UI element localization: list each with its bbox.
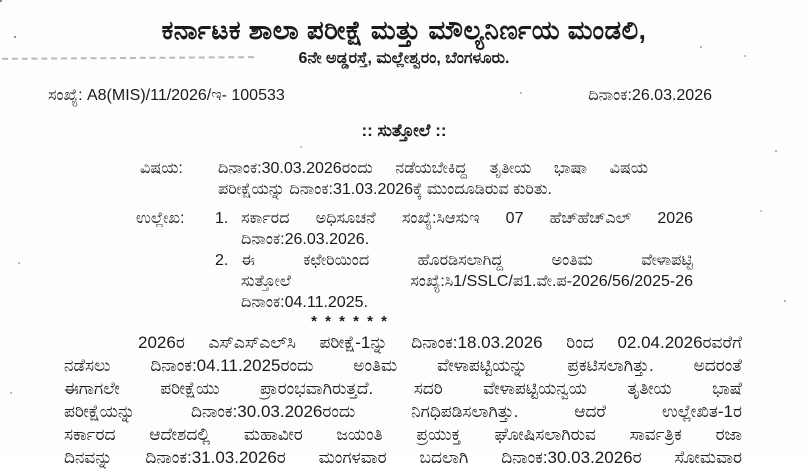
document-date-label: ದಿನಾಂಕ: [588,87,632,104]
body-paragraph [64,331,742,469]
reference-item-text [241,250,693,313]
subject-line: ದಿನಾಂಕ:30.03.2026ರಂದು ನಡೆಯಬೇಕಿದ್ದ ತೃತೀಯ ಭಾಷಾ ವಿಷಯ [218,160,648,177]
references-label: ಉಲ್ಲೇಖ: [136,210,185,227]
reference-number [48,87,285,105]
body-line: ಪರೀಕ್ಷೆಯನ್ನು ದಿನಾಂಕ:30.03.2026ರಂದು ನಿಗಧಿಪಡಿಸಲಾಗಿತ್ತು. ಆದರೆ ಉಲ್ಲೇಖಿತ-1ರ [64,402,742,421]
references-section [136,208,808,313]
reference-item-text [241,208,693,250]
body-line: ಸರ್ಕಾರದ ಆದೇಶದಲ್ಲಿ ಮಹಾವೀರ ಜಯಂತಿ ಪ್ರಯುಕ್ತ ಘೋಷಿಸಲಾಗಿರುವ ಸಾರ್ವತ್ರಿಕ ರಜಾ [64,425,742,444]
org-name: ಕರ್ನಾಟಕ ಶಾಲಾ ಪರೀಕ್ಷೆ ಮತ್ತು ಮೌಲ್ಯನಿರ್ಣಯ ಮಂಡಲಿ, [161,15,647,45]
body-line: ಈಗಾಗಲೇ ಪರೀಕ್ಷೆಯು ಪ್ರಾರಂಭವಾಗಿರುತ್ತದೆ. ಸದರಿ ವೇಳಾಪಟ್ಟಿಯನ್ವಯ ತೃತೀಯ ಭಾಷೆ [64,379,742,398]
reference-line: ದಿನಾಂಕ:04.11.2025. [241,294,368,311]
reference-number-label: ಸಂಖ್ಯೆ: [48,87,87,104]
reference-item [215,208,693,250]
reference-line: ಸರ್ಕಾರದ ಅಧಿಸೂಚನೆ ಸಂಖ್ಯೆ:ಸಿಆಸುಇ 07 ಹೆಚ್‌ಹೆಚ್‌ಎಲ್ 2026 [241,210,693,227]
org-address: 6ನೇ ಅಡ್ಡರಸ್ತೆ, ಮಲ್ಲೇಶ್ವರಂ, ಬೆಂಗಳೂರು. [298,50,510,67]
references-list [215,208,693,313]
meta-row [48,87,712,105]
body-line: 2026ರ ಎಸ್‌ಎಸ್‌ಎಲ್‌ಸಿ ಪರೀಕ್ಷೆ-1ನ್ನು ದಿನಾಂಕ:18.03.2026 ರಿಂದ 02.04.2026ರವರೆಗೆ [138,333,742,352]
reference-item [215,250,693,313]
reference-line: ದಿನಾಂಕ:26.03.2026. [241,231,370,248]
body-line: ನಡೆಸಲು ದಿನಾಂಕ:04.11.2025ರಂದು ಅಂತಿಮ ವೇಳಾಪಟ್ಟಿಯನ್ನು ಪ್ರಕಟಿಸಲಾಗಿತ್ತು. ಅದರಂತೆ [64,356,742,375]
subject-text [218,158,648,200]
reference-item-number: 1. [215,210,229,227]
document-type-heading: :: ಸುತ್ತೋಲೆ :: [361,121,447,140]
subject-label: ವಿಷಯ: [140,160,183,177]
subject-line: ಪರೀಕ್ಷೆಯನ್ನು ದಿನಾಂಕ:31.03.2026ಕ್ಕೆ ಮುಂದೂಡಿರುವ ಕುರಿತು. [218,181,552,198]
document-date [588,87,712,105]
reference-line: ಈ ಕಛೇರಿಯಿಂದ ಹೊರಡಿಸಲಾಗಿದ್ದ ಅಂತಿಮ ವೇಳಾಪಟ್ಟಿ [241,252,693,269]
reference-number-value: A8(MIS)/11/2026/ಇ- 100533 [86,87,285,104]
reference-item-number: 2. [215,252,229,269]
separator-stars: * * * * * * [311,313,389,330]
reference-line: ಸುತ್ತೋಲೆ ಸಂಖ್ಯೆ:ಸಿ1/SSLC/ಪ1.ವೇ.ಪ-2026/56/2025-26 [241,273,693,290]
document-date-value: 26.03.2026 [631,87,712,104]
scan-noise-specks [0,0,2,2]
subject-section [140,158,808,200]
body-line: ದಿನವನ್ನು ದಿನಾಂಕ:31.03.2026ರ ಮಂಗಳವಾರ ಬದಲಾಗಿ ದಿನಾಂಕ:30.03.2026ರ ಸೋಮವಾರ [64,448,742,467]
